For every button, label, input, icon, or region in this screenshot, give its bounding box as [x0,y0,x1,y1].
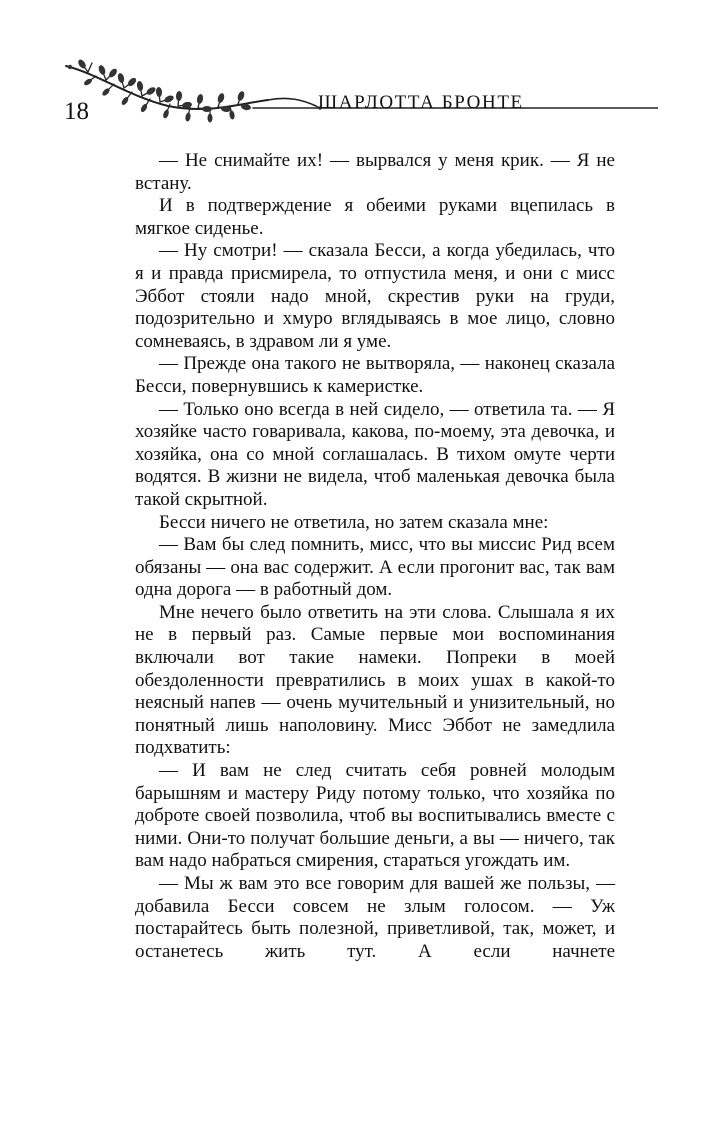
paragraph: — Прежде она такого не вытворяла, — наконец сказала Бесси, повернувшись к камеристке. [135,353,615,397]
body-text [135,150,615,963]
paragraph: И в подтверждение я обеими руками вцепилась в мягкое сиденье. [135,195,615,239]
paragraph: — Не снимайте их! — вырвался у меня крик. — Я не встану. [135,150,615,194]
vine-ornament-icon [58,56,658,126]
paragraph: — Только оно всегда в ней сидело, — ответила та. — Я хозяйке часто говаривала, какова, по-моему, эта девочка, и хозяйка, она со мной соглашалась. В тихом омуте черти водятся. В жизни не видела, чтоб маленькая девочка была такой скрытной. [135,398,615,510]
paragraph: — Мы ж вам это все говорим для вашей же пользы, — добавила Бесси совсем не злым голосом. — Уж постарайтесь быть полезной, приветливой, так, может, и останетесь жить тут. А если начнете [135,873,615,962]
paragraph: — И вам не след считать себя ровней молодым барышням и мастеру Риду потому только, что хозяйка по доброте своей позволила, чтоб вы воспитывались вместе с ними. Они-то получат большие деньги, а вы — ничего, так вам надо набраться смирения, стараться угождать им. [135,760,615,872]
page-header [0,0,709,135]
page-number: 18 [64,98,89,125]
paragraph: Бесси ничего не ответила, но затем сказала мне: [159,511,549,533]
running-head: ШАРЛОТТА БРОНТЕ [318,92,524,113]
paragraph: — Вам бы след помнить, мисс, что вы миссис Рид всем обязаны — она вас содержит. А если прогонит вас, так вам одна дорога — в работный дом. [135,534,615,601]
paragraph: — Ну смотри! — сказала Бесси, а когда убедилась, что я и правда присмирела, то отпустила меня, и они с мисс Эббот стояли надо мной, скрестив руки на груди, подозрительно и хмуро вглядываясь в мое лицо, словно сомневаясь, в здравом ли я уме. [135,240,615,352]
paragraph: Мне нечего было ответить на эти слова. Слышала я их не в первый раз. Самые первые мои воспоминания включали вот такие намеки. Попреки в моей обездоленности превратились в моих ушах в какой-то неясный напев — очень мучительный и унизительный, но понятный лишь наполовину. Мисс Эббот не замедлила подхватить: [135,601,615,759]
